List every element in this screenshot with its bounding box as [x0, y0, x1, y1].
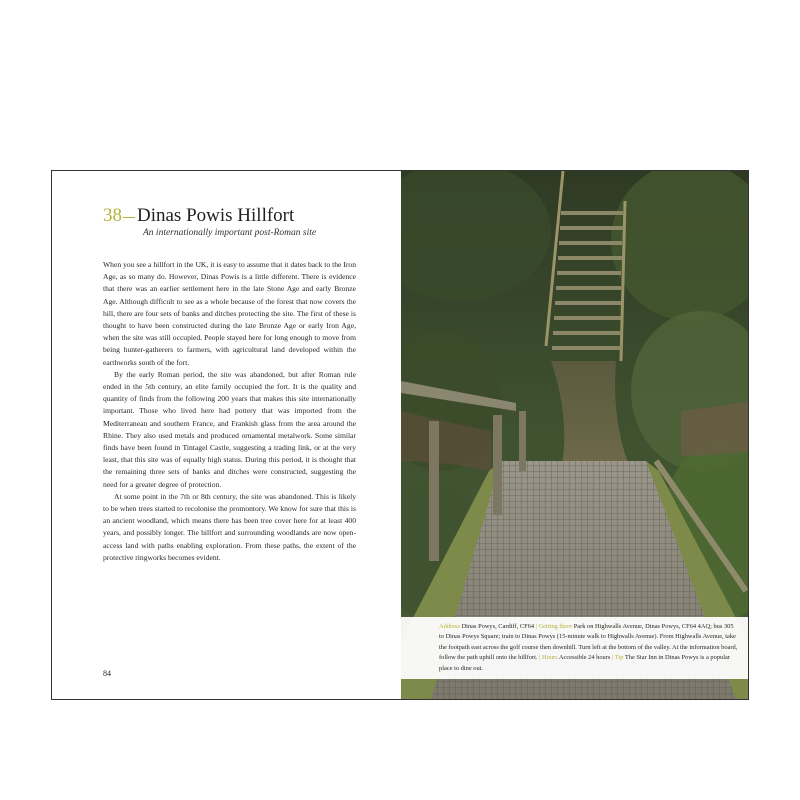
body-text [103, 259, 356, 564]
getting-there-label: Getting there [538, 623, 573, 630]
page-number: 84 [103, 669, 111, 678]
left-page [52, 171, 401, 699]
title-rule [123, 217, 135, 218]
body-paragraph: When you see a hillfort in the UK, it is easy to assume that it dates back to the Iron Age, as so many do. However, Dinas Powis is a little different. There is evidence that there was an earlier settlement here in the late Stone Age and early Bronze Age. Although difficult to see as a whole because of the forest that now covers the hill, there are four sets of banks and ditches protecting the site. The first of these is thought to have been constructed during the late Bronze Age or early Iron Age, when the site was still occupied. People stayed here for long enough to move from being hunter-gatherers to farmers, with agricultural land developed within the earthworks south of the fort. [103, 260, 356, 367]
title-row [103, 205, 383, 227]
caption-separator: | [535, 623, 537, 630]
book-spread [51, 170, 749, 700]
body-paragraph: By the early Roman period, the site was abandoned, but after Roman rule ended in the 5th century, an elite family occupied the fort. It is the quality and quantity of finds from the following 200 years that makes this site internationally important. Those who lived here had pottery that was imported from the Mediterranean and southern France, and Frankish glass from the area around the Rhine. They also used metals and produced ornamental metalwork. Some similar finds have been found in Tintagel Castle, suggesting a trading link, or at the very least, that this site was of equally high status. During this period, it is thought that the remaining three sets of banks and ditches were constructed, suggesting the need for a greater degree of protection. [103, 369, 356, 489]
hours-value: Accessible 24 hours [558, 654, 611, 662]
hours-label: Hours [542, 654, 558, 662]
right-page [401, 171, 748, 699]
page-subtitle: An internationally important post-Roman site [143, 228, 317, 238]
tip-label: Tip [614, 654, 624, 662]
page-title: Dinas Powis Hillfort [137, 205, 295, 226]
entry-number: 38 [103, 205, 122, 226]
body-paragraph: At some point in the 7th or 8th century, the site was abandoned. This is likely to be when trees started to recolonise the promontory. We know for sure that this is an ancient woodland, which means there has been tree cover here for at least 400 years, and possibly longer. The hillfort and surrounding woodlands are now open-access land with paths enabling exploration. From these paths, the extent of the protective ringworks becomes evident. [103, 491, 356, 562]
address-value: Dinas Powys, Cardiff, CF64 [461, 623, 535, 630]
address-label: Address [439, 623, 460, 630]
caption-separator: | [611, 654, 614, 662]
visitor-info-caption [401, 617, 748, 679]
getting-there-value: Park on Highwalls Avenue, Dinas Powys, CF64 4AQ; bus 305 to Dinas Powys Square; train to Dinas Powys (15-minute walk to Highwalls Avenue). From Highwalls Avenue, take the footpath east across the golf course then downhill. Turn left at the bottom of the valley. At the information board, follow the path uphill onto the hillfort. [439, 623, 738, 662]
tip-value: The Star Inn in Dinas Powys is a popular place to dine out. [439, 654, 730, 672]
entry-header [103, 205, 383, 238]
caption-separator: | [539, 654, 541, 662]
